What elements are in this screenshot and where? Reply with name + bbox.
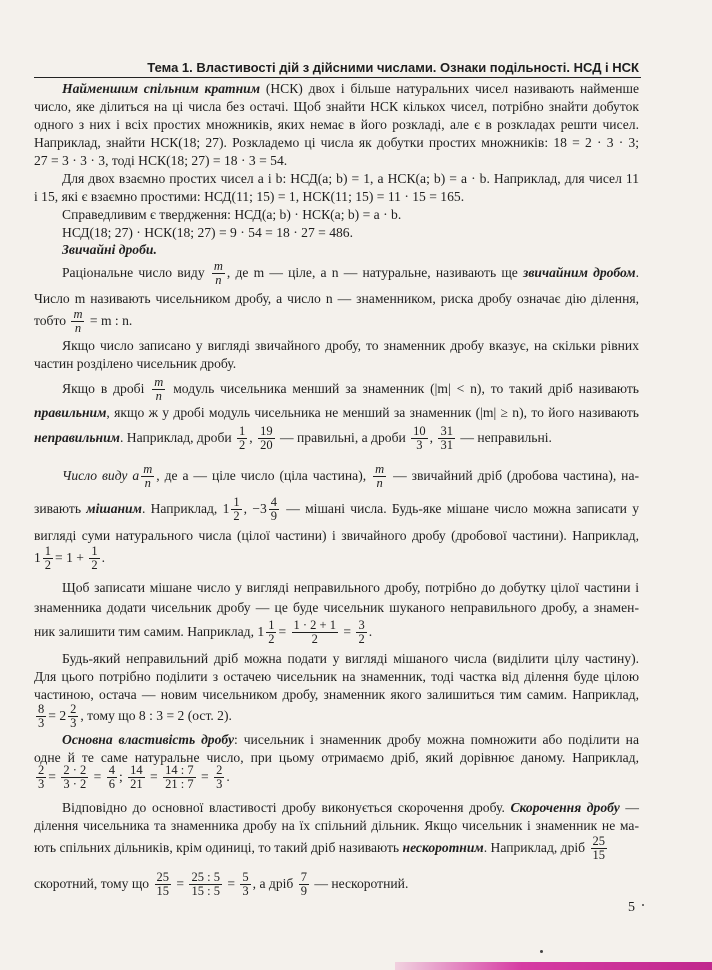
p1-line4: Наприклад, знайти НСК(18; 27). Розкладемо ці числа як добутки простих множників: 18 = 2 · 3 · 3;: [34, 135, 639, 150]
p11-line2: ділення чисельника та знаменника дробу на їх спільний дільник. Якщо чисельник і знаменник не ма-: [34, 818, 639, 833]
term-common-fraction: звичайним дробом: [523, 265, 636, 280]
p1-line1: Найменшим спільним кратним (НСК) двох і більше натуральних чисел називають найменше: [62, 81, 639, 96]
p5-line2: частин розділено чисельник дробу.: [34, 356, 237, 371]
section-subheading: Звичайні дроби.: [62, 242, 157, 257]
fraction-10-3: $\frac{10}{3}$: [413, 424, 426, 453]
p1-line5: 27 = 3 · 3 · 3, тоді НСК(18; 27) = 18 · 3 = 54.: [34, 153, 288, 168]
p10-example: $\frac{2}{3}$ = $\frac{2 \cdot 2}{3 \cdot 2}$ = $\frac{4}{6}$ ; $\frac{14}{21}$ = $\frac{14 : 7}{21 : 7}$ = $\frac{2}{3}$ .: [38, 763, 230, 792]
term-mixed: мішаним: [86, 501, 142, 516]
page-number: 5: [628, 900, 635, 915]
p6-line2: правильним, якщо ж у дробі модуль чисельника не менший за знаменник (|m| ≥ n), то його називають: [34, 405, 639, 420]
p6-line1: Якщо в дробі $\frac{m}{n}$ модуль чисельника менший за знаменник (|m| < n), то такий дріб називають: [62, 375, 640, 404]
p9-line1: Будь-який неправильний дріб можна подати у вигляді мішаного числа (виділити цілу частину).: [62, 651, 639, 666]
p9-line4: $\frac{8}{3}$ = 2 $\frac{2}{3}$ , тому що 8 : 3 = 2 (ост. 2).: [38, 702, 232, 731]
term-lcm: Найменшим спільним кратним: [62, 81, 261, 96]
fraction-m-over-n: $\frac{m}{n}$: [213, 259, 223, 288]
p3-line2: НСД(18; 27) · НСК(18; 27) = 9 · 54 = 18 · 27 = 486.: [62, 225, 353, 240]
p4-line3: тобто $\frac{m}{n}$ = m : n.: [34, 307, 133, 336]
p4-line1: Раціональне число виду $\frac{m}{n}$ , де m — ціле, а n — натуральне, називають ще звичайним дробом.: [62, 259, 640, 288]
fraction-4-9: $\frac{4}{9}$: [270, 495, 277, 524]
p9-line2: Для цього потрібно поділити з остачею чисельник на знаменник, тоді частка від ділення буде цілою: [34, 669, 639, 684]
term-reduction: Скорочення дробу: [510, 800, 620, 815]
p1-line3: одного з них і всіх простих множників, яких немає в його розкладі, але є в розкладах решти чисел.: [34, 117, 639, 132]
p7-line3: вигляді суми натурального числа (цілої частини) і звичайного дробу (дробової частини). Наприклад,: [34, 528, 639, 543]
p11-line3: ють спільних дільників, крім одиниці, то такий дріб називають нескоротним. Наприклад, дріб $\frac{25}{15}$: [34, 834, 605, 863]
fraction-m-over-n: $\frac{m}{n}$: [143, 462, 153, 491]
p4-line2: Число m називають чисельником дробу, а число n — знаменником, риска дробу означає дію ділення,: [34, 291, 639, 306]
print-speck: [540, 950, 543, 953]
header-rule: [34, 77, 641, 78]
p2-line2: і 15, які є взаємно простими: НСД(11; 15) = 1, НСК(11; 15) = 11 · 15 = 165.: [34, 189, 465, 204]
fraction-m-over-n: $\frac{m}{n}$: [375, 462, 385, 491]
fraction-1-2: $\frac{1}{2}$: [233, 495, 240, 524]
fraction-m-over-n: $\frac{m}{n}$: [73, 307, 83, 336]
print-speck: [642, 904, 644, 906]
p1-line2: число, яке ділиться на ці числа без остачі. Щоб знайти НСК кількох чисел, потрібно знайти добуток: [34, 99, 639, 114]
p3-line1: Справедливим є твердження: НСД(a; b) · НСК(a; b) = a · b.: [62, 207, 402, 222]
fraction-1-2: $\frac{1}{2}$: [239, 424, 246, 453]
fraction-19-20: $\frac{19}{20}$: [260, 424, 273, 453]
p2-line1: Для двох взаємно простих чисел a і b: НСД(a; b) = 1, а НСК(a; b) = a · b. Наприклад, для чисел 11: [62, 171, 639, 186]
p11-line1: Відповідно до основної властивості дробу виконується скорочення дробу. Скорочення дробу —: [62, 800, 639, 815]
p11-line4: скоротний, тому що $\frac{25}{15}$ = $\frac{25 : 5}{15 : 5}$ = $\frac{5}{3}$ , а дріб $\frac{7}{9}$ — нескоротний.: [34, 870, 409, 899]
page-edge-stripe: [395, 962, 712, 970]
term-fraction-property: Основна властивість дробу: [62, 732, 235, 747]
fraction-m-over-n: $\frac{m}{n}$: [154, 375, 164, 404]
p7-line2: зивають мішаним. Наприклад, 1 $\frac{1}{2}$ , −3 $\frac{4}{9}$ — мішані числа. Будь-яке мішане число можна записати у: [34, 495, 639, 524]
p8-line2: знаменника додати чисельник дробу — це буде чисельник шуканого неправильного дробу, а знамен-: [34, 600, 639, 615]
term-proper: правильним: [34, 405, 107, 420]
p10-line2: одне й те саме натуральне число, при цьому отримаємо дріб, який дорівнює даному. Наприклад,: [34, 750, 639, 765]
p6-line3: неправильним. Наприклад, дроби $\frac{1}{2}$ , $\frac{19}{20}$ — правильні, а дроби $\frac{10}{3}$ , $\frac{31}{31}$ — неправильні.: [34, 424, 552, 453]
running-header: Тема 1. Властивості дій з дійсними числами. Ознаки подільності. НСД і НСК: [147, 60, 639, 75]
p9-line3: частиною, остача — новим чисельником дробу, знаменник якого залишиться тим самим. Наприклад,: [34, 687, 639, 702]
term-irreducible: нескоротним: [402, 840, 484, 855]
term-improper: неправильним: [34, 430, 120, 445]
p10-line1: Основна властивість дробу: чисельник і знаменник дробу можна помножити або поділити на: [62, 732, 639, 747]
p7-line1: Число виду a $\frac{m}{n}$ , де a — ціле число (ціла частина), $\frac{m}{n}$ — звичайний дріб (дробова частина), на-: [62, 462, 640, 491]
p8-line3: ник залишити тим самим. Наприклад, 1 $\frac{1}{2}$ = $\frac{1 \cdot 2 + 1}{2}$ = $\frac{3}{2}$ .: [34, 618, 373, 647]
p5-line1: Якщо число записано у вигляді звичайного дробу, то знаменник дробу вказує, на скільки рівних: [62, 338, 639, 353]
fraction-31-31: $\frac{31}{31}$: [440, 424, 453, 453]
fraction-25-15: $\frac{25}{15}$: [592, 834, 605, 863]
p8-line1: Щоб записати мішане число у вигляді неправильного дробу, потрібно до добутку цілої частини і: [62, 580, 639, 595]
p7-example: 1 $\frac{1}{2}$ = 1 + $\frac{1}{2}$ .: [34, 544, 106, 573]
